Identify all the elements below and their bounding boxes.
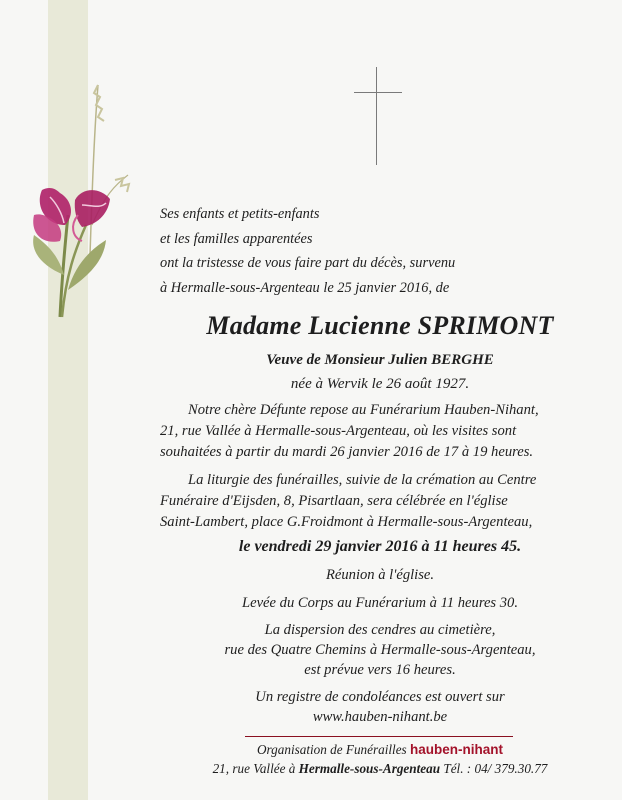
footer-address	[0, 761, 622, 777]
paragraph-line: Notre chère Défunte repose au Funérarium Hauben-Nihant,	[188, 402, 539, 418]
intro-text	[160, 202, 600, 300]
footer-organisation	[0, 742, 622, 758]
birth-info: née à Wervik le 26 août 1927.	[290, 376, 470, 392]
meeting-info: Réunion à l'église.	[325, 567, 435, 583]
ashes-line: La dispersion des cendres au cimetière,	[264, 622, 496, 638]
paragraph-line: Saint-Lambert, place G.Froidmont à Hermalle-sous-Argenteau,	[160, 514, 533, 530]
paragraph-line: 21, rue Vallée à Hermalle-sous-Argenteau, où les visites sont	[160, 423, 517, 439]
intro-line: Ses enfants et petits-enfants	[160, 206, 320, 222]
cross-icon	[354, 67, 402, 165]
condolences-url[interactable]: www.hauben-nihant.be	[312, 709, 448, 725]
intro-line: ont la tristesse de vous faire part du décès, survenu	[160, 255, 456, 271]
address-town: Hermalle-sous-Argenteau	[298, 761, 441, 776]
deceased-name: Madame Lucienne SPRIMONT	[206, 311, 554, 340]
paragraph-line: La liturgie des funérailles, suivie de la crémation au Centre	[188, 472, 537, 488]
rest-paragraph	[160, 400, 594, 463]
intro-line: à Hermalle-sous-Argenteau le 25 janvier 2016, de	[160, 279, 450, 296]
ashes-line: rue des Quatre Chemins à Hermalle-sous-Argenteau,	[224, 642, 536, 658]
calla-lily-flower-icon	[20, 75, 145, 320]
intro-line: et les familles apparentées	[160, 230, 313, 247]
paragraph-line: souhaitées à partir du mardi 26 janvier 2016 de 17 à 19 heures.	[160, 444, 534, 460]
org-prefix: Organisation de Funérailles	[257, 742, 407, 757]
body-removal-info: Levée du Corps au Funérarium à 11 heures 30.	[241, 595, 519, 611]
address-prefix: 21, rue Vallée à	[212, 761, 296, 776]
paragraph-line: Funéraire d'Eijsden, 8, Pisartlaan, sera célébrée en l'église	[160, 493, 508, 509]
phone-number: Tél. : 04/ 379.30.77	[443, 761, 548, 776]
ceremony-date: le vendredi 29 janvier 2016 à 11 heures 45.	[238, 538, 522, 555]
ashes-line: est prévue vers 16 heures.	[304, 662, 456, 678]
brand-name: hauben-nihant	[410, 742, 503, 757]
condolences-line: Un registre de condoléances est ouvert sur	[255, 689, 505, 705]
liturgy-paragraph	[160, 470, 594, 533]
widow-of: Veuve de Monsieur Julien BERGHE	[266, 352, 494, 368]
footer-divider	[245, 736, 513, 737]
